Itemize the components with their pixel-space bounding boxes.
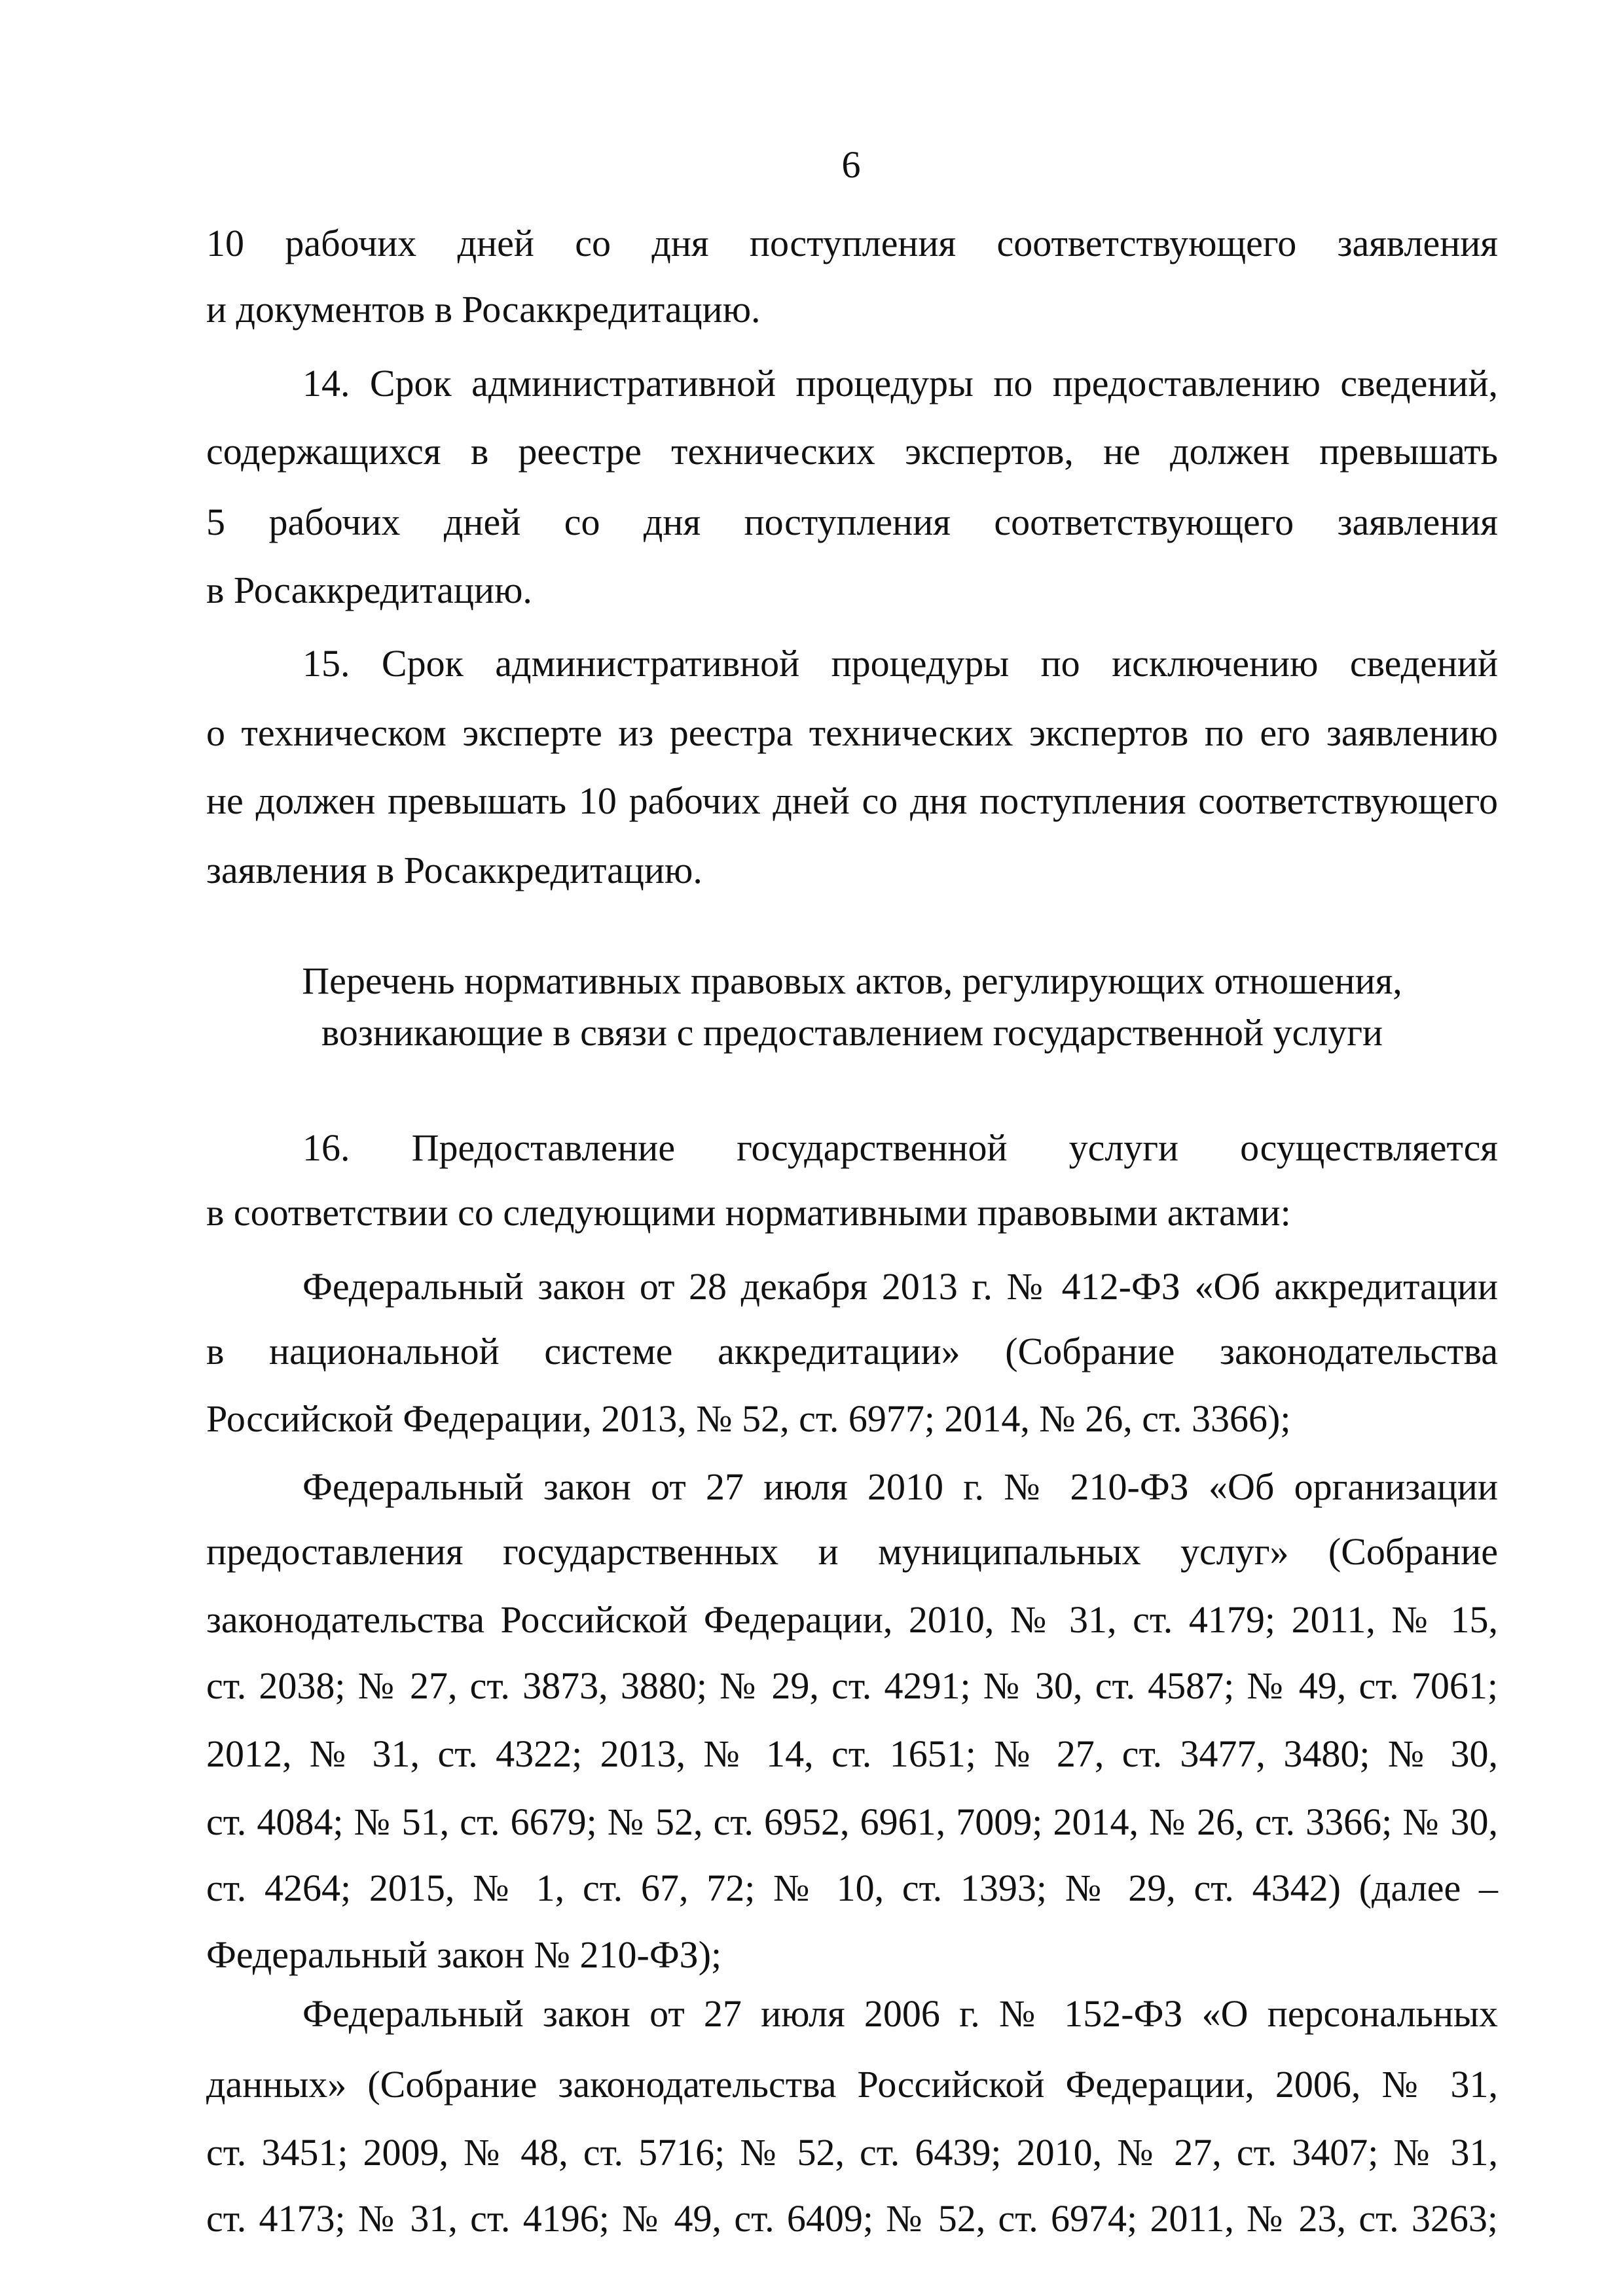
law-152-line: Федеральный закон от 27 июля 2006 г. № 152-ФЗ «О персональных <box>302 1992 1498 2035</box>
paragraph-15-line: о техническом эксперте из реестра технических экспертов по его заявлению <box>206 711 1498 754</box>
law-152-line: ст. 4173; № 31, ст. 4196; № 49, ст. 6409; № 52, ст. 6974; 2011, № 23, ст. 3263; <box>206 2197 1498 2240</box>
paragraph-14-line: в Росаккредитацию. <box>206 569 532 611</box>
law-210-line: ст. 4264; 2015, № 1, ст. 67, 72; № 10, ст. 1393; № 29, ст. 4342) (далее – <box>206 1867 1498 1909</box>
law-412-line: Российской Федерации, 2013, № 52, ст. 6977; 2014, № 26, ст. 3366); <box>206 1397 1291 1440</box>
law-210-line: Федеральный закон № 210-ФЗ); <box>206 1933 722 1976</box>
law-152-line: ст. 3451; 2009, № 48, ст. 5716; № 52, ст. 6439; 2010, № 27, ст. 3407; № 31, <box>206 2131 1498 2174</box>
law-210-line: ст. 2038; № 27, ст. 3873, 3880; № 29, ст. 4291; № 30, ст. 4587; № 49, ст. 7061; <box>206 1664 1498 1707</box>
paragraph-14-line: 14. Срок административной процедуры по предоставлению сведений, <box>302 362 1498 404</box>
section-heading: Перечень нормативных правовых актов, регулирующих отношения, <box>302 960 1402 1002</box>
paragraph-15-line: не должен превышать 10 рабочих дней со дня поступления соответствующего <box>206 780 1498 822</box>
paragraph-15-line: 15. Срок административной процедуры по исключению сведений <box>302 642 1498 685</box>
law-412-line: Федеральный закон от 28 декабря 2013 г. № 412-ФЗ «Об аккредитации <box>302 1265 1498 1308</box>
page-number: 6 <box>841 143 861 186</box>
paragraph-16-line: 16. Предоставление государственной услуги осуществляется <box>302 1126 1498 1169</box>
text-line: 10 рабочих дней со дня поступления соответствующего заявления <box>206 222 1498 264</box>
paragraph-14-line: 5 рабочих дней со дня поступления соответствующего заявления <box>206 501 1498 543</box>
law-412-line: в национальной системе аккредитации» (Собрание законодательства <box>206 1330 1498 1372</box>
law-152-line: данных» (Собрание законодательства Российской Федерации, 2006, № 31, <box>206 2063 1498 2106</box>
law-210-line: ст. 4084; № 51, ст. 6679; № 52, ст. 6952, 6961, 7009; 2014, № 26, ст. 3366; № 30, <box>206 1801 1498 1843</box>
section-heading: возникающие в связи с предоставлением государственной услуги <box>321 1011 1383 1054</box>
law-210-line: 2012, № 31, ст. 4322; 2013, № 14, ст. 1651; № 27, ст. 3477, 3480; № 30, <box>206 1732 1498 1775</box>
paragraph-16-line: в соответствии со следующими нормативными правовыми актами: <box>206 1191 1291 1234</box>
paragraph-15-line: заявления в Росаккредитацию. <box>206 849 702 891</box>
law-210-line: предоставления государственных и муниципальных услуг» (Собрание <box>206 1530 1498 1573</box>
law-210-line: Федеральный закон от 27 июля 2010 г. № 210-ФЗ «Об организации <box>302 1465 1498 1508</box>
paragraph-14-line: содержащихся в реестре технических экспертов, не должен превышать <box>206 430 1498 473</box>
law-210-line: законодательства Российской Федерации, 2010, № 31, ст. 4179; 2011, № 15, <box>206 1598 1498 1641</box>
text-line: и документов в Росаккредитацию. <box>206 288 761 331</box>
